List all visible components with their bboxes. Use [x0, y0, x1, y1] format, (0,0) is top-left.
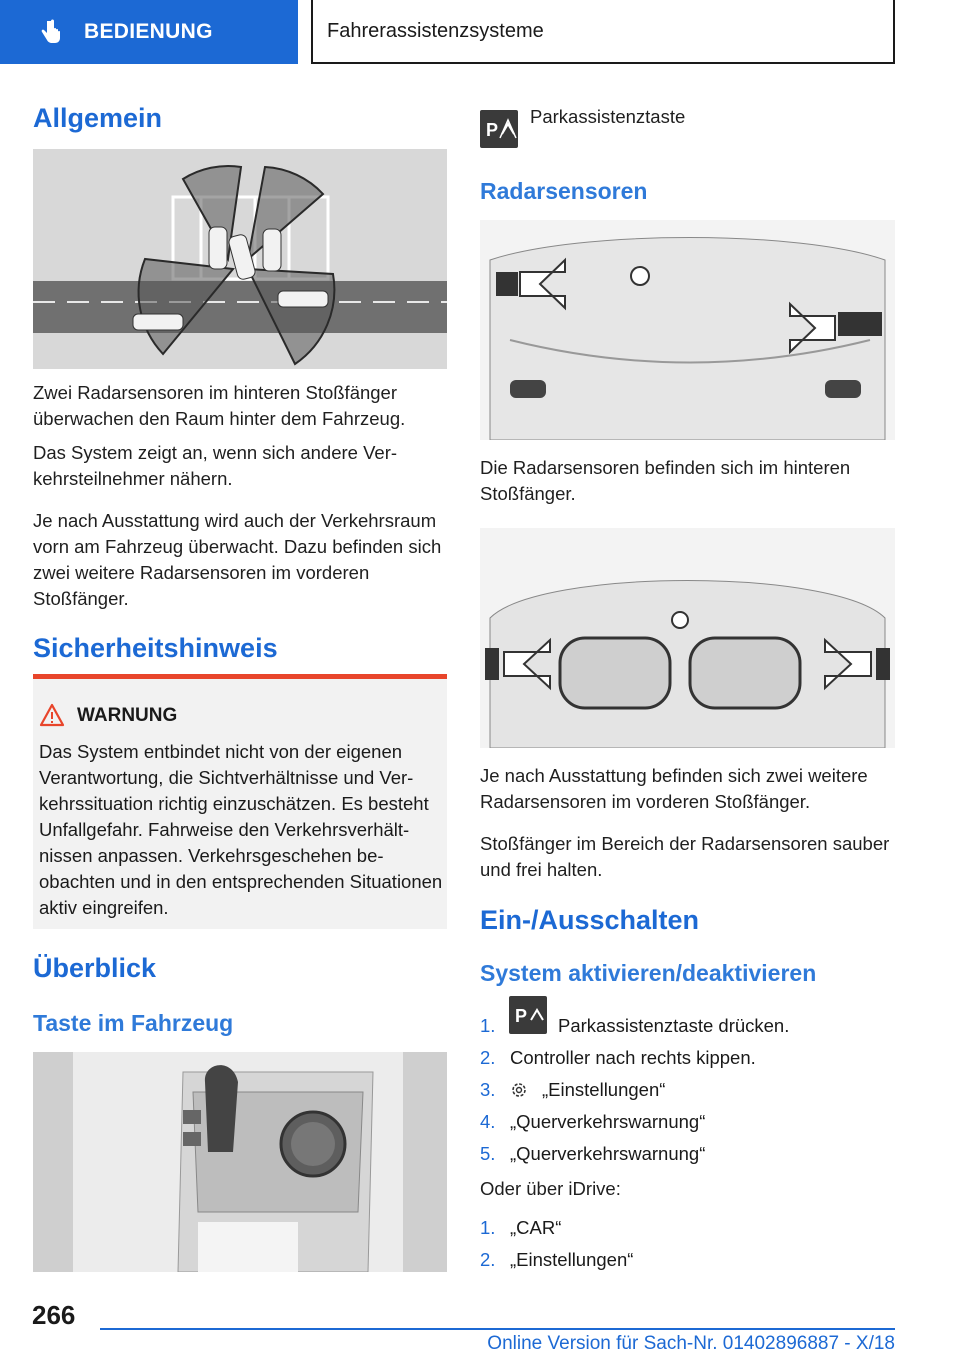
warning-triangle-icon — [39, 703, 65, 727]
chapter-header — [311, 0, 895, 64]
list-item: 2. Controller nach rechts kippen. — [480, 1047, 756, 1068]
svg-text:P: P — [486, 120, 499, 140]
svg-text:P: P — [515, 1006, 528, 1026]
heading-allgemein: Allgemein — [33, 103, 163, 133]
heading-system-aktivieren: System aktivieren/deaktivieren — [480, 960, 817, 986]
heading-ueberblick: Überblick — [33, 953, 157, 983]
paragraph-rear-sensors: Die Radarsensoren befinden sich im hinteren Stoßfänger. — [480, 457, 851, 504]
paragraph-allgemein-2: Das System zeigt an, wenn sich andere Verkehrsteilnehmer nähern. — [33, 442, 398, 489]
list-item: 2. „Einstellungen“ — [480, 1249, 634, 1270]
footer-divider — [100, 1328, 895, 1330]
list-item: 3. „Einstellungen“ — [480, 1079, 666, 1100]
list-item: 4. „Querverkehrswarnung“ — [480, 1111, 706, 1132]
paragraph-oder-idrive: Oder über iDrive: — [480, 1178, 621, 1199]
steps-list-1 — [480, 1010, 900, 1170]
page-number: 266 — [32, 1300, 76, 1330]
section-tab[interactable] — [0, 0, 298, 64]
hand-pointer-icon — [40, 19, 62, 45]
warning-box — [33, 674, 447, 929]
paragraph-clean-sensors: Stoßfänger im Bereich der Radarsensoren sauber und frei halten. — [480, 833, 890, 880]
gear-icon — [510, 1081, 528, 1099]
list-item: 5. „Querverkehrswarnung“ — [480, 1143, 706, 1164]
warning-title: WARNUNG — [77, 705, 178, 726]
section-label: BEDIENUNG — [84, 20, 213, 43]
heading-taste-im-fahrzeug: Taste im Fahrzeug — [33, 1010, 234, 1036]
illustration-parking-radar — [33, 149, 447, 369]
photo-center-console — [33, 1052, 447, 1272]
paragraph-allgemein-1: Zwei Radarsensoren im hinteren Stoßfänger überwachen den Raum hinter dem Fahrzeug. — [33, 382, 406, 429]
parking-assist-key-label: Parkassistenztaste — [530, 106, 686, 127]
list-item: 1. „CAR“ — [480, 1217, 562, 1238]
parking-assist-key-icon — [480, 110, 518, 148]
warning-text: Das System entbindet nicht von der eigenen Verantwortung, die Sichtverhältnisse und Verkehrssituation richtig einzuschätzen. Es besteht Unfallgefahr. Fahrweise den Verkehrsverhältnissen anpassen. Verkehrsgeschehen beobachten und in den entsprechenden Situationen aktiv eingreifen. — [39, 741, 443, 918]
heading-ein-ausschalten: Ein-/Ausschalten — [480, 905, 700, 935]
paragraph-front-sensors: Je nach Ausstattung befinden sich zwei weitere Radarsensoren im vorderen Stoßfänger. — [480, 765, 868, 812]
steps-list-2 — [480, 1212, 900, 1276]
photo-front-bumper-sensors — [480, 528, 895, 748]
list-item: 1. Parkassistenztaste drücken. — [480, 1015, 790, 1036]
photo-rear-bumper-sensors — [480, 220, 895, 440]
heading-sicherheitshinweis: Sicherheitshinweis — [33, 633, 278, 663]
chapter-title: Fahrerassistenzsysteme — [327, 19, 544, 42]
paragraph-allgemein-3: Je nach Ausstattung wird auch der Verkehrsraum vorn am Fahrzeug überwacht. Dazu befinden sich zwei weitere Radarsensoren im vorderen Stoßfänger. — [33, 510, 442, 609]
footer-text[interactable]: Online Version für Sach-Nr. 01402896887 - X/18 — [487, 1333, 895, 1354]
heading-radarsensoren: Radarsensoren — [480, 178, 648, 204]
